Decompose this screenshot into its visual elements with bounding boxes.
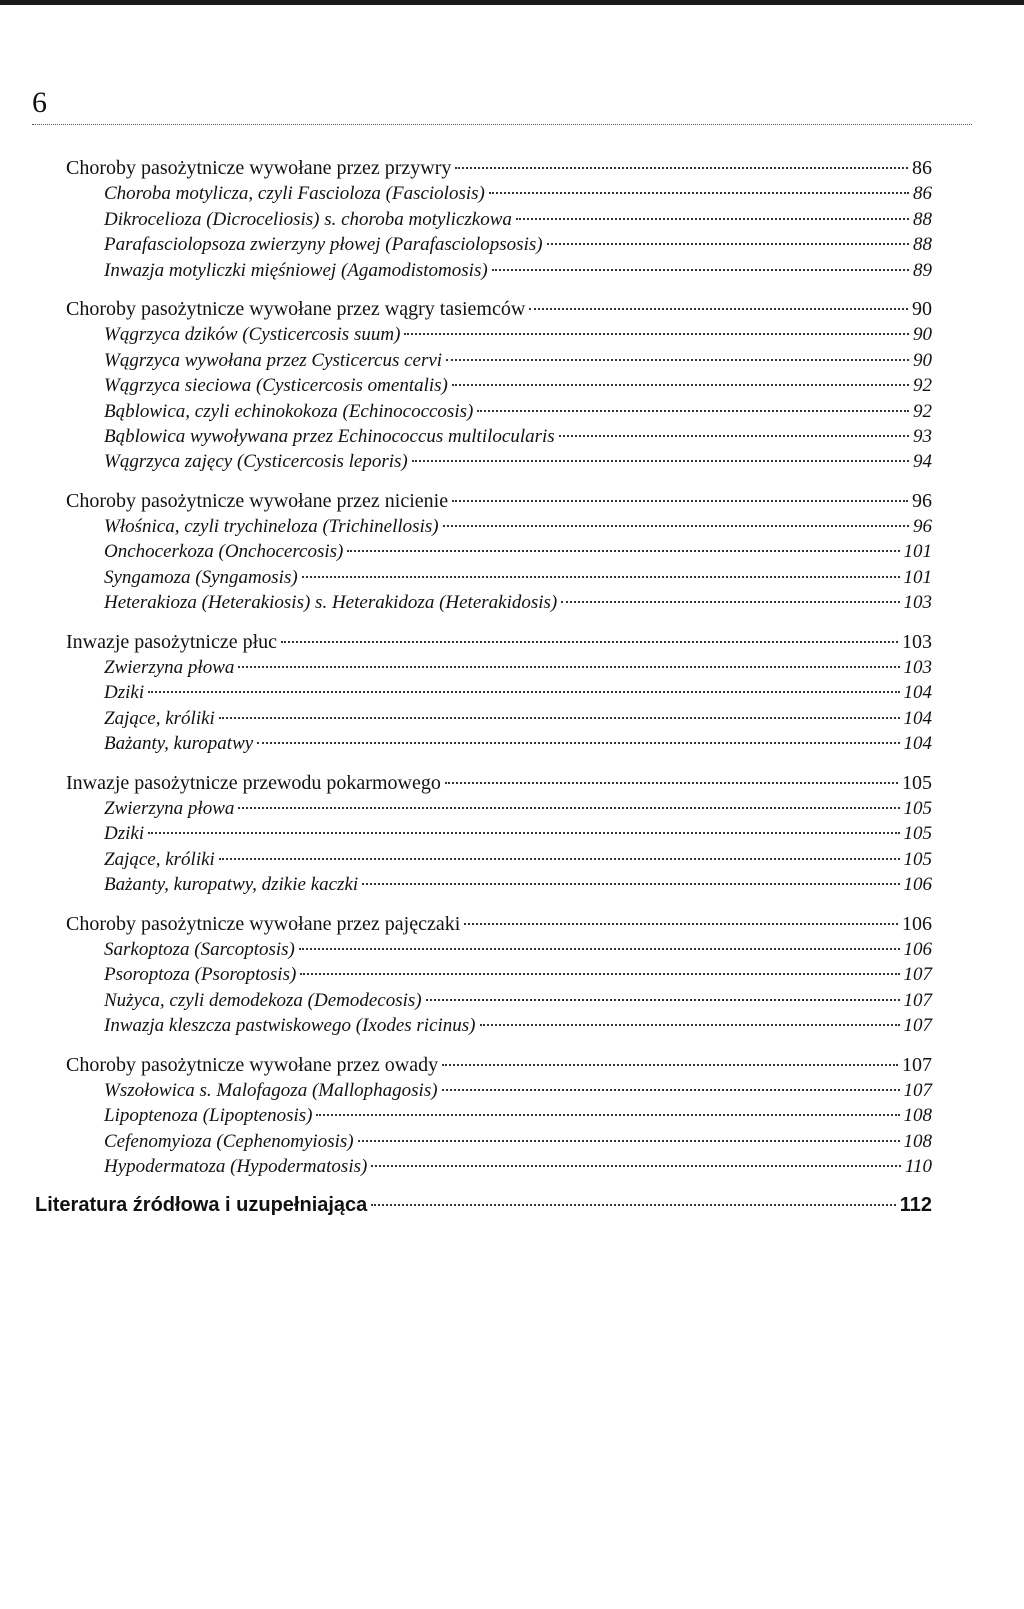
toc-entry-title: Dziki [104, 823, 145, 845]
toc-entry-title: Bażanty, kuropatwy, dzikie kaczki [104, 874, 359, 896]
toc-entry-title: Wągrzyca zajęcy (Cysticercosis leporis) [104, 451, 408, 473]
toc-section [0, 1053, 1024, 1180]
toc-entry-title: Wszołowica s. Malofagoza (Mallophagosis) [104, 1079, 438, 1101]
toc-entry-page: 88 [913, 208, 932, 230]
toc-section-heading[interactable] [0, 489, 932, 514]
toc-subentry[interactable] [0, 207, 932, 232]
dot-leader [547, 243, 909, 245]
toc-subentry[interactable] [0, 590, 932, 615]
toc-subentry[interactable] [0, 232, 932, 257]
toc-entry-title: Wągrzyca wywołana przez Cysticercus cervi [104, 349, 443, 371]
toc-section-heading[interactable] [0, 630, 932, 655]
toc-entry-title: Sarkoptoza (Sarcoptosis) [104, 938, 295, 960]
toc-section [0, 771, 1024, 898]
dot-leader [371, 1165, 901, 1167]
toc-entry-title: Choroby pasożytnicze wywołane przez nicienie [66, 489, 449, 512]
toc-entry-title: Zające, króliki [104, 848, 215, 870]
dot-leader [452, 384, 909, 386]
toc-entry-page: 92 [913, 400, 932, 422]
header-divider [32, 124, 972, 125]
toc-entry-page: 90 [913, 324, 932, 346]
toc-subentry[interactable] [0, 449, 932, 474]
toc-entry-title: Choroby pasożytnicze wywołane przez pajęczaki [66, 912, 461, 935]
toc-entry-page: 101 [903, 541, 932, 563]
toc-subentry[interactable] [0, 399, 932, 424]
toc-entry-page: 105 [903, 797, 932, 819]
dot-leader [477, 410, 909, 412]
toc-entry-title: Zwierzyna płowa [104, 657, 235, 679]
toc-entry-page: 96 [912, 489, 932, 512]
toc-subentry[interactable] [0, 1154, 932, 1179]
toc-entry-page: 93 [913, 425, 932, 447]
toc-entry-literatura[interactable] [0, 1193, 932, 1218]
dot-leader [412, 460, 909, 462]
dot-leader [446, 359, 909, 361]
toc-entry-page: 103 [903, 592, 932, 614]
dot-leader [480, 1024, 900, 1026]
dot-leader [489, 192, 909, 194]
dot-leader [464, 923, 898, 925]
toc-entry-page: 107 [902, 1053, 932, 1076]
toc-entry-title: Bąblowica, czyli echinokokoza (Echinococcosis) [104, 400, 474, 422]
toc-section-heading[interactable] [0, 297, 932, 322]
top-border-rule [0, 0, 1024, 5]
toc-entry-title: Dikrocelioza (Dicroceliosis) s. choroba motyliczkowa [104, 208, 512, 230]
toc-entry-page: 89 [913, 259, 932, 281]
dot-leader [299, 948, 900, 950]
toc-subentry[interactable] [0, 373, 932, 398]
toc-entry-title: Nużyca, czyli demodekoza (Demodecosis) [104, 989, 422, 1011]
toc-entry-title: Włośnica, czyli trychineloza (Trichinellosis) [104, 516, 439, 538]
toc-subentry[interactable] [0, 322, 932, 347]
toc-entry-page: 94 [913, 451, 932, 473]
toc-entry-title: Heterakioza (Heterakiosis) s. Heterakidoza (Heterakidosis) [104, 592, 558, 614]
toc-entry-page: 90 [912, 297, 932, 320]
toc-entry-title: Psoroptoza (Psoroptosis) [104, 964, 297, 986]
toc-section [0, 297, 1024, 475]
toc-subentry[interactable] [0, 1013, 932, 1038]
dot-leader [148, 691, 899, 693]
dot-leader [492, 269, 909, 271]
toc-entry-page: 107 [903, 989, 932, 1011]
dot-leader [561, 601, 899, 603]
toc-entry-title: Inwazje pasożytnicze przewodu pokarmowego [66, 771, 441, 794]
toc-subentry[interactable] [0, 988, 932, 1013]
toc-entry-page: 105 [902, 771, 932, 794]
dot-leader [516, 218, 909, 220]
toc-entry-title: Choroba motylicza, czyli Fascioloza (Fasciolosis) [104, 183, 485, 205]
toc-entry-title: Inwazja motyliczki mięśniowej (Agamodistomosis) [104, 259, 488, 281]
dot-leader [300, 973, 899, 975]
toc-section-heading[interactable] [0, 156, 932, 181]
toc-section [0, 489, 1024, 616]
toc-subentry[interactable] [0, 821, 932, 846]
toc-sections [0, 156, 1024, 1179]
toc-section-heading[interactable] [0, 912, 932, 937]
dot-leader [219, 858, 900, 860]
toc-entry-title: Hypodermatoza (Hypodermatosis) [104, 1156, 368, 1178]
toc-entry-title: Cefenomyioza (Cephenomyiosis) [104, 1130, 354, 1152]
toc-entry-page: 108 [903, 1130, 932, 1152]
table-of-contents [0, 156, 1024, 1219]
toc-entry-page: 110 [904, 1156, 932, 1178]
dot-leader [238, 807, 899, 809]
toc-subentry[interactable] [0, 706, 932, 731]
dot-leader [426, 999, 900, 1001]
dot-leader [529, 308, 908, 310]
toc-entry-title: Bąblowica wywoływana przez Echinococcus multilocularis [104, 425, 555, 447]
toc-entry-page: 105 [903, 848, 932, 870]
toc-entry-page: 112 [899, 1194, 932, 1217]
toc-entry-page: 96 [913, 516, 932, 538]
toc-section [0, 156, 1024, 283]
toc-entry-page: 104 [903, 707, 932, 729]
toc-subentry[interactable] [0, 258, 932, 283]
toc-entry-title: Literatura źródłowa i uzupełniająca [35, 1194, 368, 1217]
toc-entry-page: 106 [903, 874, 932, 896]
toc-subentry[interactable] [0, 565, 932, 590]
toc-entry-page: 104 [903, 682, 932, 704]
toc-entry-page: 108 [903, 1105, 932, 1127]
toc-subentry[interactable] [0, 847, 932, 872]
toc-subentry[interactable] [0, 937, 932, 962]
toc-entry-page: 90 [913, 349, 932, 371]
dot-leader [316, 1114, 899, 1116]
toc-subentry[interactable] [0, 872, 932, 897]
toc-entry-page: 103 [903, 657, 932, 679]
toc-entry-page: 86 [913, 183, 932, 205]
dot-leader [257, 742, 899, 744]
toc-section-heading[interactable] [0, 1053, 932, 1078]
dot-leader [445, 782, 898, 784]
toc-subentry[interactable] [0, 680, 932, 705]
page-number: 6 [32, 86, 47, 119]
toc-subentry[interactable] [0, 1129, 932, 1154]
toc-entry-page: 106 [902, 912, 932, 935]
dot-leader [148, 832, 899, 834]
toc-entry-title: Zwierzyna płowa [104, 797, 235, 819]
toc-subentry[interactable] [0, 796, 932, 821]
toc-subentry[interactable] [0, 962, 932, 987]
toc-subentry[interactable] [0, 731, 932, 756]
dot-leader [404, 333, 909, 335]
dot-leader [455, 167, 908, 169]
toc-entry-page: 107 [903, 1015, 932, 1037]
dot-leader [281, 641, 898, 643]
toc-entry-title: Wągrzyca dzików (Cysticercosis suum) [104, 324, 401, 346]
toc-subentry[interactable] [0, 181, 932, 206]
dot-leader [219, 717, 900, 719]
toc-section-heading[interactable] [0, 771, 932, 796]
toc-entry-title: Choroby pasożytnicze wywołane przez owady [66, 1053, 439, 1076]
dot-leader [559, 435, 909, 437]
toc-subentry[interactable] [0, 1103, 932, 1128]
dot-leader [371, 1204, 895, 1206]
toc-section [0, 912, 1024, 1039]
toc-entry-title: Lipoptenoza (Lipoptenosis) [104, 1105, 313, 1127]
dot-leader [442, 1089, 900, 1091]
toc-entry-title: Parafasciolopsoza zwierzyny płowej (Parafasciolopsosis) [104, 234, 543, 256]
dot-leader [238, 666, 899, 668]
dot-leader [302, 576, 900, 578]
toc-subentry[interactable] [0, 514, 932, 539]
toc-entry-title: Choroby pasożytnicze wywołane przez przywry [66, 157, 452, 179]
toc-subentry[interactable] [0, 348, 932, 373]
toc-entry-page: 104 [903, 733, 932, 755]
toc-subentry[interactable] [0, 1078, 932, 1103]
dot-leader [362, 883, 899, 885]
toc-entry-page: 106 [903, 938, 932, 960]
toc-entry-page: 101 [903, 566, 932, 588]
toc-entry-title: Zające, króliki [104, 707, 215, 729]
toc-subentry[interactable] [0, 655, 932, 680]
toc-entry-title: Onchocerkoza (Onchocercosis) [104, 541, 344, 563]
dot-leader [442, 1064, 898, 1066]
toc-entry-title: Inwazje pasożytnicze płuc [66, 630, 278, 653]
toc-entry-page: 107 [903, 1079, 932, 1101]
toc-entry-page: 92 [913, 375, 932, 397]
toc-subentry[interactable] [0, 424, 932, 449]
toc-entry-title: Dziki [104, 682, 145, 704]
toc-section [0, 630, 1024, 757]
toc-subentry[interactable] [0, 539, 932, 564]
toc-entry-page: 105 [903, 823, 932, 845]
dot-leader [443, 525, 909, 527]
dot-leader [347, 550, 899, 552]
toc-entry-title: Choroby pasożytnicze wywołane przez wągry tasiemców [66, 297, 526, 320]
toc-entry-title: Inwazja kleszcza pastwiskowego (Ixodes ricinus) [104, 1015, 476, 1037]
toc-entry-title: Syngamoza (Syngamosis) [104, 566, 298, 588]
toc-entry-page: 88 [913, 234, 932, 256]
toc-entry-title: Bażanty, kuropatwy [104, 733, 254, 755]
toc-entry-page: 103 [902, 630, 932, 653]
dot-leader [452, 500, 908, 502]
dot-leader [358, 1140, 900, 1142]
toc-entry-title: Wągrzyca sieciowa (Cysticercosis omentalis) [104, 375, 448, 397]
toc-entry-page: 86 [912, 157, 932, 179]
toc-entry-page: 107 [903, 964, 932, 986]
